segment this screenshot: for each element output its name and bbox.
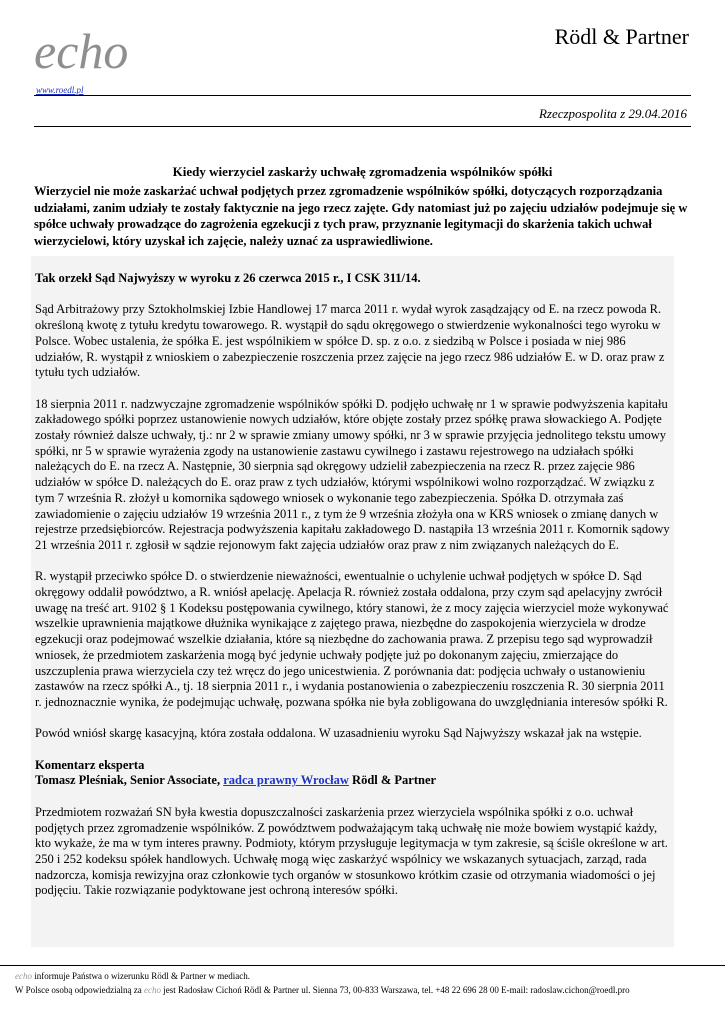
footer-line-2	[15, 983, 710, 997]
footer-line-1	[15, 969, 710, 983]
article-body	[35, 271, 671, 915]
footer-info: informuje Państwa o wizerunku Rödl & Partner w mediach.	[34, 971, 250, 981]
expert-comment-text: Przedmiotem rozważań SN była kwestia dopuszczalności zaskarżenia przez wierzyciela wspólnika spółki z o.o. uchwał podjętych przez zgromadzenie wspólników. Z powództwem podważającym taką uchwałę nie może bowiem wystąpić każdy, kto wykaże, że ma w tym interes prawny. Podmioty, którym przysługuje legitymacja w tym zakresie, są ściśle określone w art. 250 i 252 kodeksu spółek handlowych. Uchwałę mogą więc zaskarżyć wspólnicy we wskazanych sytuacjach, zarząd, rada nadzorcza, komisja rewizyjna oraz członkowie tych organów w stosunkowo krótkim czasie od otrzymania wiadomości o jej podjęciu. Takie rozwiązanie podyktowane jest ochroną interesów spółki.	[35, 804, 668, 898]
brand-name: Rödl & Partner	[554, 24, 689, 49]
publication-source: Rzeczpospolita z 29.04.2016	[538, 106, 687, 121]
paragraph: 18 sierpnia 2011 r. nadzwyczajne zgromadzenie wspólników spółki D. podjęło uchwałę nr 1 w sprawie podwyższenia kapitału zakładowego spółki poprzez ustanowienie nowych udziałów, które objęte zostały przez spółkę prawa słowackiego A. Podjęte zostały również dalsze uchwały, tj.: nr 2 w sprawie zmiany umowy spółki, nr 3 w sprawie przyjęcia jednolitego tekstu umowy spółki, nr 5 w sprawie wyrażenia zgody na ustanowienie zastawu cywilnego i zastawu rejestrowego na udziałach spółki należących do E. na rzecz A. Następnie, 30 sierpnia sąd okręgowy udzielił zabezpieczenia na rzecz R. przez zajęcie 986 udziałów w spółce D. należących do E. oraz praw z tych udziałów, którymi wspólnikowi wolno rozporządzać. W związku z tym 7 września R. złożył u komornika sądowego wniosek o wykonanie tego zabezpieczenia. Spółka D. otrzymała zaś zawiadomienie o zajęciu udziałów 19 września 2011 r., z tym że 9 września złożyła ona w KRS wniosek o zmianę danych w rejestrze przedsiębiorców. Rejestracja podwyższenia kapitału zakładowego D. nastąpiła 13 września 2011 r. Komornik sądowy 21 września 2011 r. zgłosił w sądzie rejonowym fakt zajęcia udziałów oraz praw z nim związanych należących do E.	[35, 396, 670, 552]
expert-comment-header	[35, 758, 671, 789]
footer-divider	[0, 965, 725, 966]
paragraph: Powód wniósł skargę kasacyjną, która została oddalona. W uzasadnieniu wyroku Sąd Najwyższy wskazał jak na wstępie.	[35, 726, 642, 741]
author-name: Tomasz Pleśniak, Senior Associate,	[35, 773, 221, 788]
footer	[15, 969, 710, 997]
expert-author	[35, 773, 671, 789]
author-role-link[interactable]: radca prawny Wrocław	[223, 773, 349, 788]
paragraph: R. wystąpił przeciwko spółce D. o stwierdzenie nieważności, ewentualnie o uchylenie uchwał podjętych w spółce D. Sąd okręgowy oddalił powództwo, a R. wniósł apelację. Apelacja R. również została oddalona, przy czym sąd apelacyjny zwrócił uwagę na treść art. 9102 § 1 Kodeksu postępowania cywilnego, który stanowi, że z mocy zajęcia wierzyciel może wykonywać wszelkie uprawnienia majątkowe dłużnika wynikające z zajętego prawa, niezbędne do zaspokojenia wierzyciela w drodze egzekucji oraz podejmować wszelkie działania, które są niezbędne do zachowania prawa. Z przepisu tego sąd wyprowadził wniosek, że przedmiotem zaskarżenia mogą być jedynie uchwały podjęte już po dokonanym zajęciu, zmierzające do uszczuplenia prawa wierzyciela czy też wręcz do jego unicestwienia. Z porównania dat: podjęcia uchwały o ustanowieniu zastawów na rzecz spółki A., tj. 18 sierpnia 2011 r., i wydania postanowienia o zabezpieczeniu roszczenia R. 30 sierpnia 2011 r. jednoznacznie wynika, że podejmując uchwałę, pozwana spółka nie była zobligowana do uwzględniania interesów spółki R.	[35, 569, 669, 709]
website-link[interactable]: www.roedl.pl	[36, 85, 84, 95]
article-lead: Wierzyciel nie może zaskarżać uchwał podjętych przez zgromadzenie wspólników spółki, dotyczących rozporządzania udziałami, zanim udziały te zostały faktycznie na jego rzecz zajęte. Gdy natomiast już po zajęciu udziałów podejmuje się w spółce uchwały prowadzące do zagrożenia egzekucji z tych praw, przyznanie legitymacji do skarżenia takich uchwał wierzycielowi, który uzyskał ich zajęcie, należy uznać za usprawiedliwione.	[34, 184, 688, 248]
footer-echo-logo: echo	[15, 971, 32, 981]
expert-comment-heading: Komentarz eksperta	[35, 757, 145, 772]
court-ruling: Tak orzekł Sąd Najwyższy w wyroku z 26 czerwca 2015 r., I CSK 311/14.	[35, 271, 421, 285]
header-divider-top	[34, 95, 691, 96]
echo-logo: echo	[34, 23, 129, 79]
footer-contact: jest Radosław Cichoń Rödl & Partner ul. Sienna 73, 00-833 Warszawa, tel. +48 22 696 28 00 E-mail: radoslaw.cichon@roedl.pro	[163, 985, 630, 995]
footer-echo-logo-2: echo	[144, 985, 162, 995]
footer-prefix: W Polsce osobą odpowiedzialną za	[15, 985, 142, 995]
paragraph: Sąd Arbitrażowy przy Sztokholmskiej Izbie Handlowej 17 marca 2011 r. wydał wyrok zasądzający od E. na rzecz powoda R. określoną kwotę z tytułu kredytu towarowego. R. wystąpił do sądu okręgowego o stwierdzenie wykonalności tego wyroku w Polsce. Wobec ustalenia, że spółka E. jest wspólnikiem w spółce D. sp. z o.o. z siedzibą w Polsce i posiada w niej 986 udziałów, R. wystąpił z wnioskiem o zabezpieczenie roszczenia przez zajęcie na jego rzecz 986 udziałów E. w D. oraz praw z tytułu tych udziałów.	[35, 302, 665, 380]
article-title: Kiedy wierzyciel zaskarży uchwałę zgromadzenia wspólników spółki	[172, 164, 553, 179]
author-firm: Rödl & Partner	[352, 773, 437, 788]
header-divider-bottom	[34, 126, 691, 127]
